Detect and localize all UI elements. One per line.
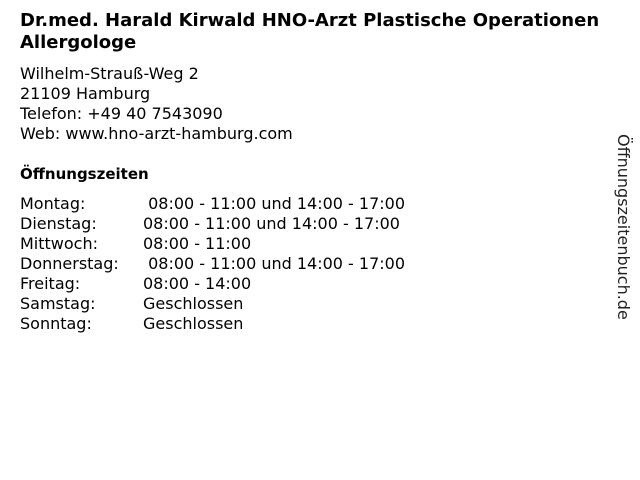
- hours-row-thursday: [20, 254, 405, 274]
- hours-row-sunday: [20, 314, 405, 334]
- hours-row-wednesday: [20, 234, 405, 254]
- day-label: Mittwoch:: [20, 234, 98, 253]
- hours-value: 08:00 - 14:00: [143, 274, 252, 293]
- opening-hours-table: [20, 194, 405, 334]
- hours-value: 08:00 - 11:00: [143, 234, 252, 253]
- hours-value: 08:00 - 11:00 und 14:00 - 17:00: [143, 194, 406, 213]
- address-block: [20, 64, 293, 144]
- day-label: Sonntag:: [20, 314, 92, 333]
- hours-row-monday: [20, 194, 405, 214]
- hours-value: Geschlossen: [143, 314, 244, 333]
- website-link[interactable]: Web: www.hno-arzt-hamburg.com: [20, 124, 293, 143]
- day-label: Dienstag:: [20, 214, 97, 233]
- hours-value: 08:00 - 11:00 und 14:00 - 17:00: [143, 254, 406, 273]
- business-name: Dr.med. Harald Kirwald HNO-Arzt Plastische Operationen Allergologe: [20, 10, 600, 53]
- day-label: Donnerstag:: [20, 254, 119, 273]
- opening-hours-heading: Öffnungszeiten: [20, 165, 149, 183]
- city-postcode: 21109 Hamburg: [20, 84, 151, 103]
- hours-row-saturday: [20, 294, 405, 314]
- hours-row-tuesday: [20, 214, 405, 234]
- site-brand-label: Öffnungszeitenbuch.de: [614, 134, 633, 320]
- street-address: Wilhelm-Strauß-Weg 2: [20, 64, 199, 83]
- hours-row-friday: [20, 274, 405, 294]
- hours-value: Geschlossen: [143, 294, 244, 313]
- day-label: Samstag:: [20, 294, 96, 313]
- day-label: Montag:: [20, 194, 86, 213]
- phone-number[interactable]: Telefon: +49 40 7543090: [20, 104, 223, 123]
- hours-value: 08:00 - 11:00 und 14:00 - 17:00: [143, 214, 400, 233]
- day-label: Freitag:: [20, 274, 81, 293]
